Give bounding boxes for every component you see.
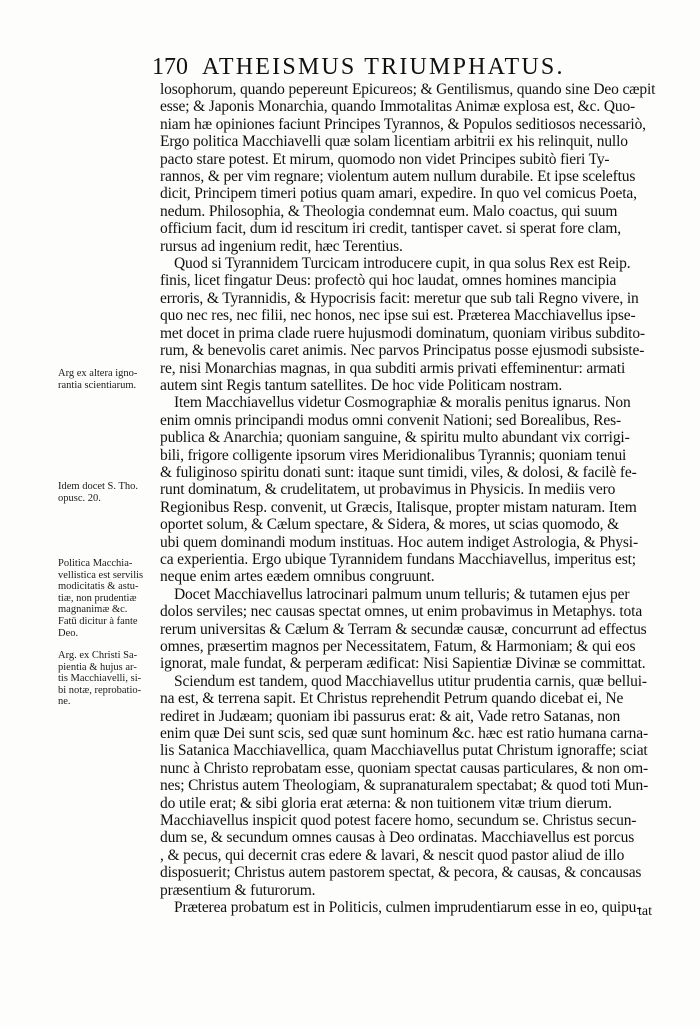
text-line: nes; Christus autem Theologiam, & supranaturalem spectabat; & quod toti Mun- (160, 777, 649, 795)
text-line: dicit, Principem timeri potius quam amari, expedire. In quo vel comicus Poeta, (160, 185, 637, 203)
text-line: rursus ad ingenium redit, hæc Terentius. (160, 237, 403, 255)
text-line: nedum. Philosophia, & Theologia condemnat eum. Malo coactus, qui suum (160, 202, 618, 220)
margin-note-line: rantia scientiarum. (58, 379, 137, 391)
text-line: officium facit, dum id rescitum iri credit, tantisper cavet. si sperat fore clam, (160, 220, 622, 238)
text-line: & fuliginoso spiritu donati sunt: itaque sunt timidi, viles, & dolosi, & facilè fe- (160, 463, 637, 481)
margin-note-line: tiæ, non prudentiæ (58, 592, 137, 604)
text-line: runt dominatum, & crudelitatem, ut probavimus in Physicis. In mediis vero (160, 481, 616, 499)
text-line: lis Satanica Macchiavellica, quam Macchiavellus putat Christum ignoraffe; sciat (160, 742, 648, 760)
text-line: losophorum, quando pepereunt Epicureos; & Gentilismus, quando sine Deo cæpit (160, 81, 656, 98)
text-line: præsentium & futurorum. (160, 881, 316, 899)
text-line: niam hæ opiniones faciunt Principes Tyrannos, & Populos seditiosos necessariò, (160, 115, 646, 133)
margin-note-line: Fatū dicitur à fante (58, 615, 138, 627)
margin-note-line: Deo. (58, 627, 79, 639)
paragraph-start-line: Præterea probatum est in Politicis, culmen imprudentiarum esse in eo, quipu- (174, 899, 642, 917)
margin-note-line: vellistica est servilis (58, 569, 144, 581)
text-line: erroris, & Tyrannidis, & Hypocrisis facit: meretur que sub tali Regno vivere, in (160, 289, 639, 307)
text-line: disposuerit; Christus autem pastorem spectat, & pecora, & causas, & concausas (160, 864, 642, 882)
margin-note (58, 481, 156, 504)
margin-note (58, 368, 156, 391)
text-line: esse; & Japonis Monarchia, quando Immotalitas Animæ explosa est, &c. Quo- (160, 98, 636, 116)
text-line: rannos, & per vim regnare; violentum autem nullum durabile. Et ipse sceleftus (160, 168, 636, 186)
text-line: publica & Anarchia; quoniam sanguine, & spiritu multo abundant vix corrigi- (160, 429, 630, 447)
margin-note-line: modicitatis & astu- (58, 581, 139, 593)
catchword: tat (638, 904, 652, 919)
text-line: dum se, & secundum omnes causas à Deo ordinatas. Macchiavellus est porcus (160, 829, 635, 847)
paragraph-start-line: Sciendum est tandem, quod Macchiavellus utitur prudentia carnis, quæ bellui- (174, 672, 647, 690)
text-line: nunc à Christo reprobatam esse, quoniam spectat causas particulares, & non om- (160, 759, 649, 777)
text-line: , & pecus, qui decernit cras edere & lavari, & nescit quod pastor aliud de illo (160, 846, 625, 864)
margin-note-line: pientia & hujus ar- (58, 661, 137, 673)
text-line: rerum universitas & Cælum & Terram & secundæ causæ, concurrunt ad effectus (160, 620, 647, 638)
text-line: ubi quem dominandi modum instituas. Hoc autem indiget Astrologia, & Physi- (160, 533, 638, 551)
margin-note-line: magnanimæ &c. (58, 604, 128, 616)
text-line: ca experientia. Ergo ubique Tyrannidem fundans Macchiavellus, imperitus est; (160, 550, 636, 568)
text-line: Macchiavellus inspicit quod potest facere homo, secundum se. Christus secun- (160, 812, 637, 830)
text-line: oportet solum, & Cælum spectare, & Sidera, & mores, ut scias quomodo, & (160, 516, 620, 534)
text-line: rediret in Judæam; quoniam ibi passurus erat: & ait, Vade retro Satanas, non (160, 707, 621, 725)
text-line: omnes, præsertim magnos per Necessitatem, Fatum, & Harmoniam; & qui eos (160, 638, 636, 655)
paragraph-start-line: Item Macchiavellus videtur Cosmographiæ & moralis penitus ignarus. Non (174, 394, 631, 412)
margin-note-line: tis Macchiavelli, si- (58, 673, 142, 685)
margin-note (58, 558, 156, 639)
margin-note-line: Arg ex altera igno- (58, 368, 138, 379)
text-line: re, nisi Monarchias magnas, in qua subditi armis privati effeminentur: armati (160, 359, 626, 377)
margin-note-line: Arg. ex Christi Sa- (58, 650, 138, 661)
text-line: enim quæ Dei sunt scis, sed quæ sunt hominum &c. hæc est ratio humana carna- (160, 725, 648, 743)
text-line: Regionibus Resp. convenit, ut Græcis, Italisque, propter mistam naturam. Item (160, 498, 637, 516)
margin-note-line: bi notæ, reprobatio- (58, 684, 142, 696)
text-line: pacto stare potest. Et mirum, quomodo non videt Principes subitò fieri Ty- (160, 150, 610, 168)
text-line: finis, licet fingatur Deus: profectò qui hoc laudat, omnes homines mancipia (160, 272, 617, 290)
running-title: ATHEISMUS TRIUMPHATUS. (202, 54, 565, 80)
margin-note-line: ne. (58, 696, 71, 708)
page-header (152, 52, 672, 82)
text-line: na est, & terrena sapit. Et Christus reprehendit Petrum quando dicebat ei, Ne (160, 690, 624, 708)
text-line: ignorat, male fundat, & perperam ædificat: Nisi Sapientiæ Divinæ se committat. (160, 655, 646, 673)
paragraph-start-line: Docet Macchiavellus latrocinari palmum unum telluris; & tutamen ejus per (174, 585, 630, 603)
margin-note-line: Idem docet S. Tho. (58, 481, 139, 492)
body-text (160, 81, 670, 917)
text-line: Ergo politica Macchiavelli quæ solam licentiam arbitrii ex his relinquit, nullo (160, 133, 628, 151)
text-line: rum, & benevolis caret animis. Nec parvos Principatus posse ejusmodi subsiste- (160, 342, 645, 360)
margin-note-line: opusc. 20. (58, 492, 101, 504)
text-line: neque enim artes eædem omnibus congruunt. (160, 568, 435, 586)
text-line: do utile erat; & sibi gloria erat æterna: & non tuitionem vitæ trium dierum. (160, 794, 612, 812)
text-line: autem sint Regis tantum satellites. De hoc vide Politicam nostram. (160, 376, 563, 394)
text-line: bili, frigore colligente ipsorum vires Meridionalibus Tyrannis; quoniam tenui (160, 446, 627, 464)
margin-note-line: Politica Macchia- (58, 558, 133, 569)
page-number: 170 (152, 54, 188, 80)
text-line: met docet in prima clade ruere hujusmodi dominatum, quoniam viribus subdito- (160, 324, 645, 342)
text-line: enim omnis principandi modus omni convenit Nationi; sed Borealibus, Res- (160, 411, 622, 429)
paragraph-start-line: Quod si Tyrannidem Turcicam introducere cupit, in qua solus Rex est Reip. (174, 255, 631, 273)
text-line: dolos serviles; nec causas spectat omnes, ut enim probavimus in Metaphys. tota (160, 603, 643, 621)
margin-note (58, 650, 156, 708)
text-line: quo nec res, nec filii, nec honos, nec ipse sui est. Præterea Macchiavellus ipse- (160, 307, 636, 325)
